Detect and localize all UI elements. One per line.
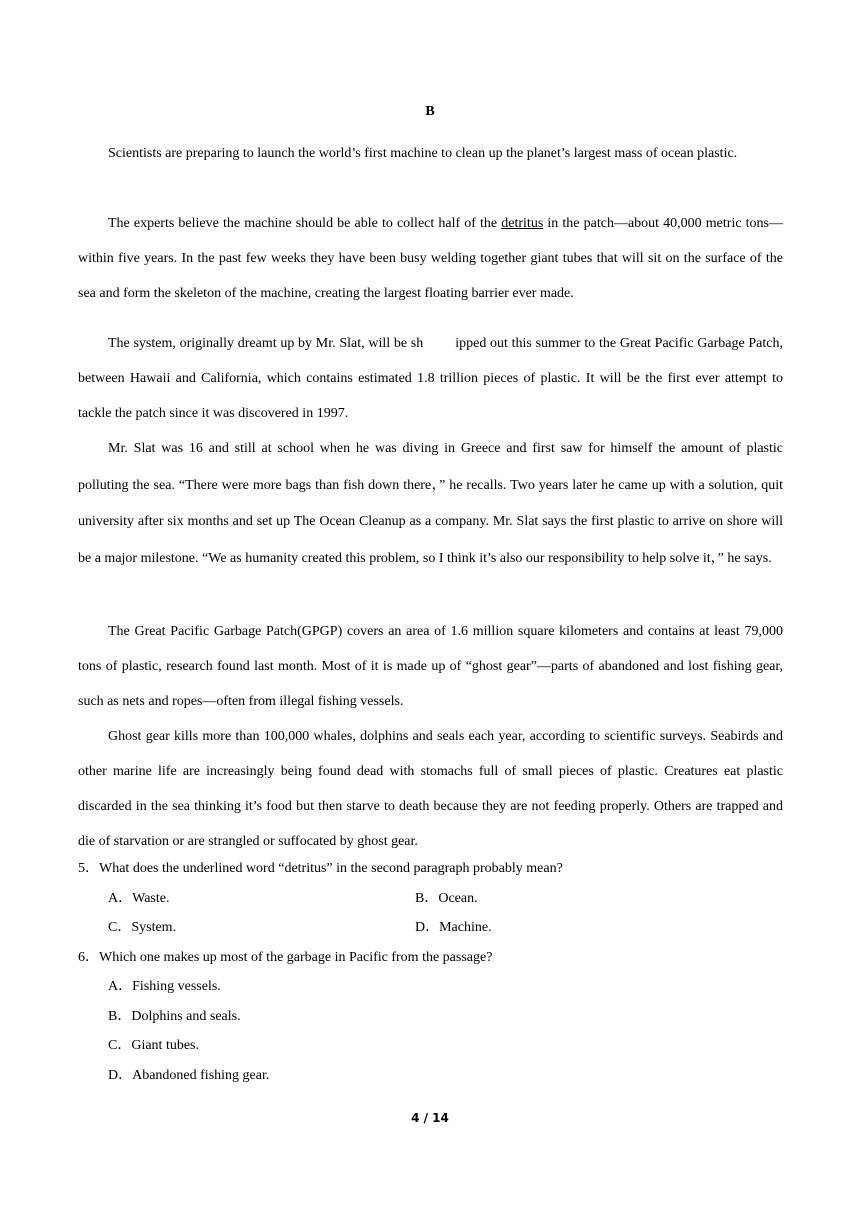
question-5-option-d: D．Machine. [415, 920, 492, 935]
paragraph-3-text-end: ipped out this summer to the Great Pacific Garbage Patch, between Hawaii and California, which contains estimated 1.8 trillion pieces of plastic. It will be the first ever attempt to tackle the patch since it was discovered in 1997. [78, 336, 783, 421]
section-heading: B [425, 104, 435, 119]
paragraph-2 [78, 206, 783, 311]
paragraph-3 [78, 326, 783, 431]
question-5-option-c: C．System. [108, 920, 177, 935]
paragraph-2-text-start: The experts believe the machine should be able to collect half of the [108, 216, 502, 231]
paragraph-4: Mr. Slat was 16 and still at school when he was diving in Greece and first saw for himself the amount of plastic polluting the sea. “There were more bags than fish down there，” he recalls. Two years later he came up with a solution, quit university after six months and set up The Ocean Cleanup as a company. Mr. Slat says the first plastic to arrive on shore will be a major milestone. “We as humanity created this problem, so I think it’s also our responsibility to help solve it，” he says. [78, 441, 783, 566]
question-6-option-b: B．Dolphins and seals. [108, 1009, 241, 1024]
paragraph-6: Ghost gear kills more than 100,000 whales, dolphins and seals each year, according to scientific surveys. Seabirds and other marine life are increasingly being found dead with stomachs full of small pieces of plastic. Creatures eat plastic discarded in the sea thinking it’s food but then starve to death because they are not feeding properly. Others are trapped and die of starvation or are strangled or suffocated by ghost gear. [78, 729, 783, 849]
question-6-stem: 6．Which one makes up most of the garbage in Pacific from the passage? [78, 950, 493, 965]
question-6-option-a: A．Fishing vessels. [108, 979, 221, 994]
question-6-option-c: C．Giant tubes. [108, 1038, 199, 1053]
page-number: 4 / 14 [411, 1111, 449, 1125]
paragraph-3-text-start: The system, originally dreamt up by Mr. Slat, will be sh [108, 336, 424, 351]
question-5-stem: 5．What does the underlined word “detritus” in the second paragraph probably mean? [78, 861, 563, 876]
paragraph-1: Scientists are preparing to launch the world’s first machine to clean up the planet’s largest mass of ocean plastic. [108, 146, 738, 161]
paragraph-5: The Great Pacific Garbage Patch(GPGP) covers an area of 1.6 million square kilometers and contains at least 79,000 tons of plastic, research found last month. Most of it is made up of “ghost gear”—parts of abandoned and lost fishing gear, such as nets and ropes—often from illegal fishing vessels. [78, 624, 783, 709]
question-5-option-a: A．Waste. [108, 891, 170, 906]
question-5-option-b: B．Ocean. [415, 891, 478, 906]
underlined-word: detritus [501, 216, 544, 231]
paragraph-2-text-end: in the patch—about 40,000 metric tons—within five years. In the past few weeks they have been busy welding together giant tubes that will sit on the surface of the sea and form the skeleton of the machine, creating the largest floating barrier ever made. [78, 216, 783, 301]
question-6-option-d: D．Abandoned fishing gear. [108, 1068, 270, 1083]
